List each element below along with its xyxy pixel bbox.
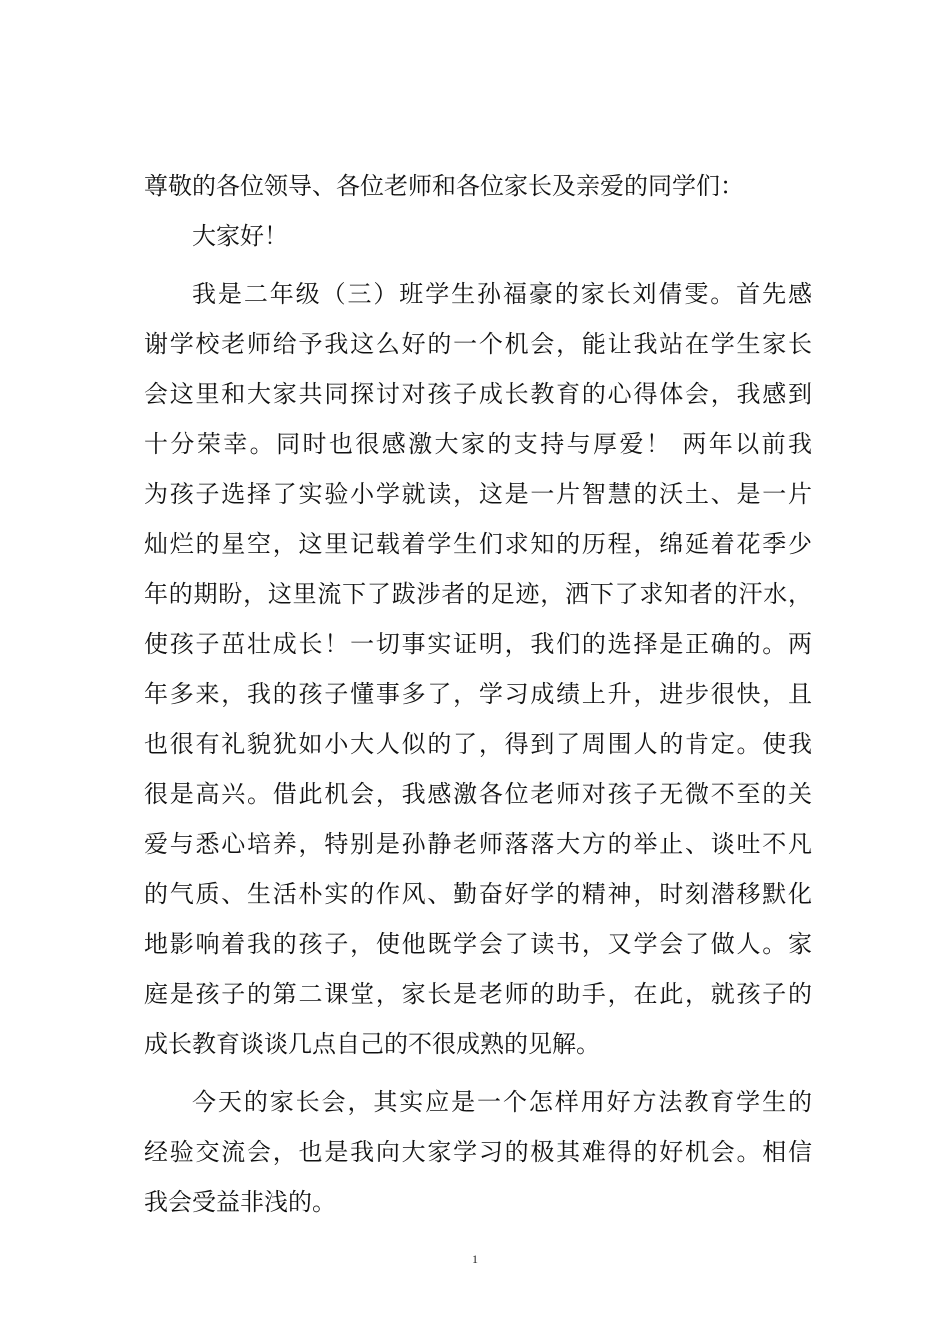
paragraph-1-line: 使孩子茁壮成长！一切事实证明，我们的选择是正确的。两 — [144, 630, 812, 658]
paragraph-1 — [144, 269, 812, 1069]
paragraph-2-line: 我会受益非浅的。 — [144, 1188, 336, 1216]
paragraph-2 — [144, 1077, 812, 1227]
paragraph-2-line: 今天的家长会，其实应是一个怎样用好方法教育学生的 — [192, 1088, 812, 1116]
paragraph-1-line: 成长教育谈谈几点自己的不很成熟的见解。 — [144, 1030, 600, 1058]
paragraph-1-line: 我是二年级（三）班学生孙福豪的家长刘倩雯。首先感 — [192, 280, 812, 308]
paragraph-1-line: 谢学校老师给予我这么好的一个机会，能让我站在学生家长 — [144, 330, 812, 358]
paragraph-2-line: 经验交流会，也是我向大家学习的极其难得的好机会。相信 — [144, 1138, 812, 1166]
page-number: 1 — [472, 1252, 478, 1266]
paragraph-1-line: 也很有礼貌犹如小大人似的了，得到了周围人的肯定。使我 — [144, 730, 812, 758]
speech-body — [144, 161, 812, 1227]
greeting-line: 大家好！ — [192, 222, 288, 250]
paragraph-spacing — [144, 261, 812, 269]
salutation-line: 尊敬的各位领导、各位老师和各位家长及亲爱的同学们： — [144, 172, 744, 200]
paragraph-1-line: 年多来，我的孩子懂事多了，学习成绩上升，进步很快，且 — [144, 680, 812, 708]
paragraph-1-line: 年的期盼，这里流下了跋涉者的足迹，洒下了求知者的汗水， — [144, 580, 812, 608]
paragraph-1-line: 灿烂的星空，这里记载着学生们求知的历程，绵延着花季少 — [144, 530, 812, 558]
paragraph-1-line: 为孩子选择了实验小学就读，这是一片智慧的沃土、是一片 — [144, 480, 812, 508]
paragraph-spacing — [144, 1069, 812, 1077]
paragraph-1-line: 地影响着我的孩子，使他既学会了读书，又学会了做人。家 — [144, 930, 812, 958]
paragraph-1-line: 爱与悉心培养，特别是孙静老师落落大方的举止、谈吐不凡 — [144, 830, 812, 858]
paragraph-1-line: 的气质、生活朴实的作风、勤奋好学的精神，时刻潜移默化 — [144, 880, 812, 908]
paragraph-1-line: 会这里和大家共同探讨对孩子成长教育的心得体会，我感到 — [144, 380, 812, 408]
paragraph-1-line: 十分荣幸。同时也很感激大家的支持与厚爱！ 两年以前我 — [144, 430, 812, 458]
paragraph-1-line: 很是高兴。借此机会，我感激各位老师对孩子无微不至的关 — [144, 780, 812, 808]
paragraph-1-line: 庭是孩子的第二课堂，家长是老师的助手，在此，就孩子的 — [144, 980, 812, 1008]
